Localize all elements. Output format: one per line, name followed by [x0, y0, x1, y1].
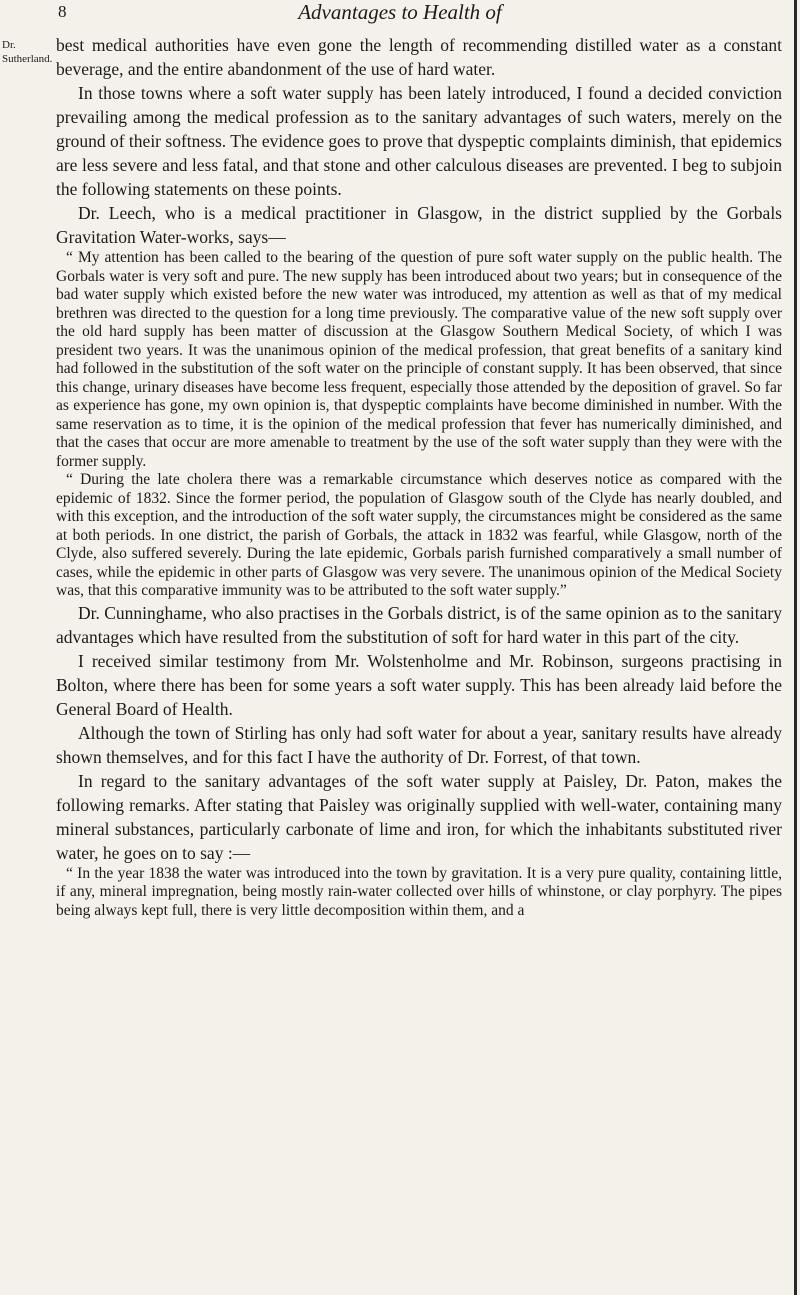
quote-paisley: “ In the year 1838 the water was introduced into the town by gravitation. It is a very pure quality, containing little, if any, mineral impregnation, being mostly rain-water collected over hills of whinstone, or clay porphyry. The pipes being always kept full, there is very little decomposition within them, and a [56, 864, 782, 919]
running-title: Advantages to Health of [298, 0, 502, 24]
margin-note-line: Dr. [2, 39, 16, 51]
paragraph-stirling: Although the town of Stirling has only had soft water for about a year, sanitary results have already shown themselves, and for this fact I have the authority of Dr. Forrest, of that town. [56, 722, 782, 767]
page-body [56, 33, 782, 920]
page-edge-rule [794, 0, 797, 1295]
margin-note [2, 38, 52, 66]
paragraph-soft-water-towns: In those towns where a soft water supply has been lately introduced, I found a decided conviction prevailing among the medical profession as to the sanitary advantages of such waters, merely on the ground of their softness. The evidence goes to prove that dyspeptic complaints diminish, that epidemics are less severe and less fatal, and that stone and other calculous diseases are prevented. I beg to subjoin the following statements on these points. [56, 83, 782, 199]
quote-dr-leech-2: “ During the late cholera there was a remarkable circumstance which deserves notice as compared with the epidemic of 1832. Since the former period, the population of Glasgow south of the Clyde has nearly doubled, and with this exception, and the introduction of the soft water supply, the circumstances might be considered as the same at both periods. In one district, the parish of Gorbals, the attack in 1832 was fearful, while Glasgow, north of the Clyde, also suffered severely. During the late epidemic, Gorbals parish furnished comparatively a small number of cases, while the epidemic in other parts of Glasgow was very severe. The unanimous opinion of the Medical Society was, that this comparative immunity was to be attributed to the soft water supply.” [56, 471, 782, 599]
margin-note-line: Sutherland. [2, 53, 53, 65]
paragraph-paisley: In regard to the sanitary advantages of the soft water supply at Paisley, Dr. Paton, makes the following remarks. After stating that Paisley was originally supplied with well-water, containing many mineral substances, particularly carbonate of lime and iron, for which the inhabitants substituted river water, he goes on to say :— [56, 770, 782, 863]
paragraph-distilled-water: best medical authorities have even gone the length of recommending distilled water as a constant beverage, and the entire abandonment of the use of hard water. [56, 35, 782, 79]
page-number: 8 [58, 2, 67, 21]
paragraph-bolton: I received similar testimony from Mr. Wolstenholme and Mr. Robinson, surgeons practising in Bolton, where there has been for some years a soft water supply. This has been already laid before the General Board of Health. [56, 650, 782, 719]
paragraph-dr-cunninghame: Dr. Cunninghame, who also practises in the Gorbals district, is of the same opinion as to the sanitary advantages which have resulted from the substitution of soft for hard water in this part of the city. [56, 602, 782, 647]
quote-dr-leech-1: “ My attention has been called to the bearing of the question of pure soft water supply on the public health. The Gorbals water is very soft and pure. The new supply has been introduced about two years; but in consequence of the bad water supply which existed before the new water was introduced, my attention as well as that of my medical brethren was directed to the question for a long time previously. The comparative value of the new soft supply over the old hard supply has been matter of discussion at the Glasgow Southern Medical Society, of which I was president two years. It was the unanimous opinion of the medical profession, that great benefits of a sanitary kind had followed in the substitution of the soft water on the principle of constant supply. It has been observed, that since this change, urinary diseases have become less frequent, especially those attended by the deposition of gravel. So far as experience has gone, my own opinion is, that dyspeptic complaints have become diminished in number. With the same reservation as to time, it is the opinion of the medical profession that fever has numerically diminished, and that the cases that occur are more amenable to treatment by the use of the soft water supply than they were with the former supply. [56, 249, 782, 470]
paragraph-dr-leech-intro: Dr. Leech, who is a medical practitioner in Glasgow, in the district supplied by the Gorbals Gravitation Water-works, says— [56, 203, 782, 247]
